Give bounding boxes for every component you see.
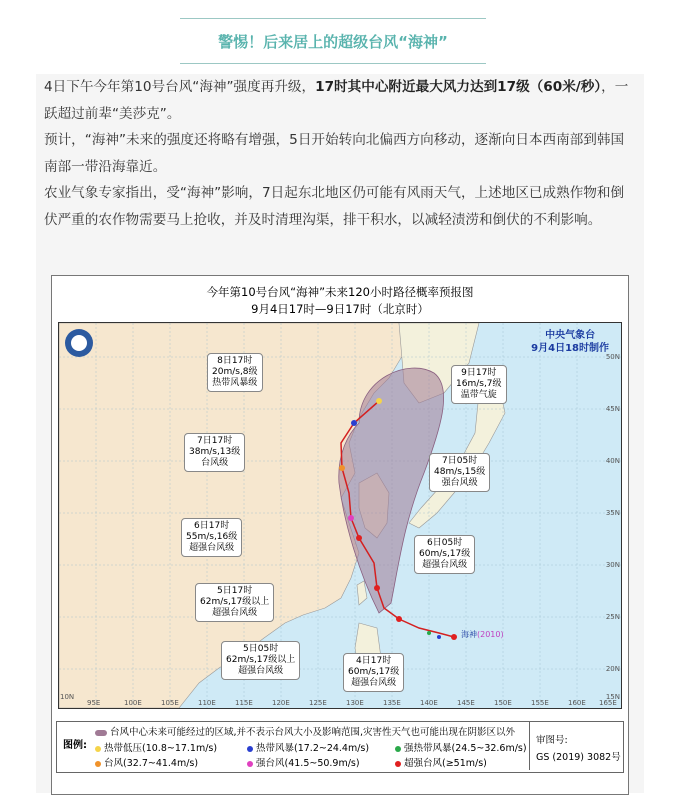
lat-tick: 10N xyxy=(60,693,75,701)
callout-wind: 16m/s,7级 xyxy=(456,379,502,389)
typhoon-name: 海神 xyxy=(461,630,477,639)
lon-tick: 110E xyxy=(198,699,216,707)
point-7d05 xyxy=(348,515,354,521)
legend-item-sty xyxy=(247,755,360,769)
lon-tick: 165E xyxy=(599,699,617,707)
legend-title: 图例: xyxy=(63,740,87,751)
ty-dot-icon xyxy=(95,761,101,767)
cma-logo-inner xyxy=(71,335,87,351)
point-8d17 xyxy=(351,420,357,426)
p1-text-c: ，一跃超过前辈“美莎克”。 xyxy=(44,79,629,122)
sty-dot-icon xyxy=(247,761,253,767)
map-svg xyxy=(59,323,621,708)
callout-6d05 xyxy=(414,535,475,574)
lon-tick: 155E xyxy=(531,699,549,707)
legend-item-td xyxy=(95,740,217,754)
article-body xyxy=(36,74,644,793)
legend-label: 热带低压(10.8~17.1m/s) xyxy=(104,743,218,754)
figure-title: 今年第10号台风“海神”未来120小时路径概率预报图 xyxy=(206,285,474,299)
legend-label: 强台风(41.5~50.9m/s) xyxy=(256,758,360,769)
callout-time: 5日17时 xyxy=(217,586,253,596)
callout-time: 4日17时 xyxy=(356,656,392,666)
forecast-map[interactable] xyxy=(58,322,622,709)
callout-time: 7日17时 xyxy=(197,436,233,446)
td-dot-icon xyxy=(95,746,101,752)
callout-cat: 强台风级 xyxy=(441,478,478,488)
issue-time: 9月4日18时制作 xyxy=(531,343,609,354)
paragraph-1 xyxy=(44,74,636,127)
lat-tick: 50N xyxy=(605,353,620,361)
cone-swatch-icon xyxy=(95,730,107,736)
lon-tick: 145E xyxy=(457,699,475,707)
agency-name: 中央气象台 xyxy=(545,330,596,341)
approval-number: GS (2019) 3082号 xyxy=(536,752,621,763)
callout-time: 5日05时 xyxy=(243,644,279,654)
callout-time: 6日17时 xyxy=(194,521,230,531)
callout-cat: 温带气旋 xyxy=(460,390,497,400)
point-6d17 xyxy=(356,535,362,541)
lon-tick: 150E xyxy=(494,699,512,707)
lon-tick: 130E xyxy=(346,699,364,707)
callout-cat: 超强台风级 xyxy=(351,678,397,688)
lat-tick: 35N xyxy=(605,509,620,517)
lat-tick: 25N xyxy=(605,613,620,621)
callout-cat: 超强台风级 xyxy=(238,666,284,676)
lat-tick: 40N xyxy=(605,457,620,465)
p1-text-bold: 17时其中心附近最大风力达到17级（60米/秒） xyxy=(315,79,602,95)
callout-wind: 60m/s,17级 xyxy=(348,667,400,677)
sts-dot-icon xyxy=(395,746,401,752)
callout-wind: 38m/s,13级 xyxy=(189,447,241,457)
lon-tick: 135E xyxy=(383,699,401,707)
legend-item-ty xyxy=(95,755,198,769)
article-title: 警惕！后来居上的超级台风“海神” xyxy=(218,32,448,51)
lon-tick: 105E xyxy=(161,699,179,707)
point-past-1 xyxy=(427,631,431,635)
callout-wind: 62m/s,17级以上 xyxy=(226,655,296,665)
agency-stamp xyxy=(531,329,609,355)
lon-tick: 100E xyxy=(124,699,142,707)
article-title-banner xyxy=(180,18,486,64)
callout-7d05 xyxy=(429,453,490,492)
typhoon-name-label xyxy=(461,629,504,640)
callout-5d05 xyxy=(221,641,300,680)
legend-label: 台风(32.7~41.4m/s) xyxy=(104,758,199,769)
callout-wind: 62m/s,17级以上 xyxy=(200,597,270,607)
lon-tick: 160E xyxy=(568,699,586,707)
point-5d17 xyxy=(374,585,380,591)
legend-cone xyxy=(95,724,515,738)
map-legend xyxy=(56,721,624,773)
lon-tick: 140E xyxy=(420,699,438,707)
legend-label: 超强台风(≥51m/s) xyxy=(404,758,487,769)
lat-tick: 20N xyxy=(605,665,620,673)
superty-dot-icon xyxy=(395,761,401,767)
p1-text-a: 4日下午今年第10号台风“海神”强度再升级， xyxy=(44,79,316,95)
map-approval-note xyxy=(529,722,622,770)
callout-wind: 60m/s,17级 xyxy=(419,549,471,559)
callout-8d17 xyxy=(207,353,263,392)
callout-wind: 48m/s,15级 xyxy=(434,467,486,477)
lat-tick: 15N xyxy=(605,693,620,701)
callout-time: 7日05时 xyxy=(442,456,478,466)
callout-time: 8日17时 xyxy=(217,356,253,366)
callout-9d17 xyxy=(451,365,507,404)
callout-4d17 xyxy=(343,653,404,692)
lon-tick: 95E xyxy=(87,699,101,707)
point-5d05 xyxy=(396,616,402,622)
callout-cat: 超强台风级 xyxy=(422,560,468,570)
callout-wind: 20m/s,8级 xyxy=(212,367,258,377)
callout-wind: 55m/s,16级 xyxy=(186,532,238,542)
figure-subtitle: 9月4日17时—9日17时（北京时） xyxy=(251,302,429,316)
point-4d17 xyxy=(451,634,457,640)
callout-time: 6日05时 xyxy=(427,538,463,548)
callout-cat: 热带风暴级 xyxy=(212,378,258,388)
callout-6d17 xyxy=(181,518,242,557)
paragraph-3: 农业气象专家指出，受“海神”影响，7日起东北地区仍可能有风雨天气，上述地区已成熟作物和倒伏严重的农作物需要马上抢收，并及时清理沟渠，排干积水，以减轻渍涝和倒伏的不利影响。 xyxy=(44,185,625,228)
callout-7d17 xyxy=(184,433,245,472)
legend-cone-text: 台风中心未来可能经过的区域,并不表示台风大小及影响范围,灾害性天气也可能出现在阴影区以外 xyxy=(110,727,516,738)
typhoon-forecast-figure[interactable] xyxy=(51,275,629,795)
callout-cat: 超强台风级 xyxy=(189,543,235,553)
point-7d17 xyxy=(339,465,345,471)
article-paragraphs xyxy=(44,74,636,233)
legend-label: 热带风暴(17.2~24.4m/s) xyxy=(256,743,370,754)
callout-time: 9日17时 xyxy=(461,368,497,378)
lon-tick: 120E xyxy=(272,699,290,707)
lon-tick: 125E xyxy=(309,699,327,707)
legend-item-ts xyxy=(247,740,369,754)
legend-item-superty xyxy=(395,755,487,769)
lon-tick: 115E xyxy=(235,699,253,707)
lat-tick: 30N xyxy=(605,561,620,569)
point-9d17 xyxy=(376,398,382,404)
approval-label: 审图号: xyxy=(536,735,568,746)
callout-5d17 xyxy=(195,583,274,622)
point-past-2 xyxy=(437,635,441,639)
paragraph-2: 预计，“海神”未来的强度还将略有增强，5日开始转向北偏西方向移动，逐渐向日本西南部到韩国南部一带沿海靠近。 xyxy=(44,132,625,175)
typhoon-year: (2010) xyxy=(477,630,504,639)
callout-cat: 超强台风级 xyxy=(212,608,258,618)
ts-dot-icon xyxy=(247,746,253,752)
callout-cat: 台风级 xyxy=(201,458,229,468)
legend-label: 强热带风暴(24.5~32.6m/s) xyxy=(404,743,527,754)
lat-tick: 45N xyxy=(605,405,620,413)
legend-item-sts xyxy=(395,740,527,754)
